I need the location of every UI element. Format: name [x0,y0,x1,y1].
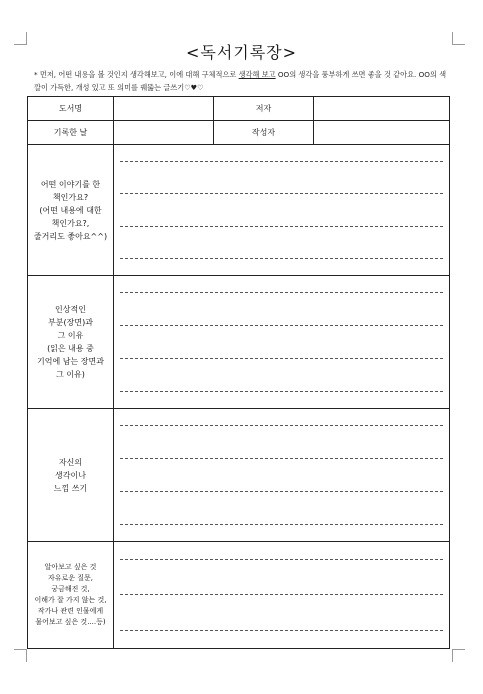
writing-area-questions[interactable] [114,542,450,649]
ruled-line [120,226,443,227]
section-label-text [28,562,113,628]
section-label-impression [28,276,114,409]
ruled-line [120,524,443,525]
section-label-text [28,303,113,381]
section-row-questions [28,542,450,649]
label-line: 부분(장면)과 [48,318,93,327]
author-cell[interactable] [314,97,450,121]
ruled-lines [114,145,449,275]
instruction-underlined: 생각해 보고 [238,70,276,79]
ruled-line [120,458,443,459]
ruled-lines [114,276,449,408]
instruction-part-2: OO의 생각을 풍부하게 쓰면 좋을 것 같아요. OO의 색깔이 가득한, 개성 있고 또 의미를 꿰뚫는 글쓰기♡♥♡ [34,70,447,92]
label-line: 자신의 [58,457,83,467]
section-label-text [28,178,113,243]
section-row-impression [28,276,450,409]
ruled-line [120,193,443,194]
label-line: (읽은 내용 중 [47,344,94,353]
ruled-lines [114,409,449,541]
label-line: 그 이유 [57,331,84,340]
writing-area-impression[interactable] [114,276,450,409]
section-row-thoughts [28,409,450,542]
ruled-line [120,630,443,631]
label-line: 작가나 관련 인물에게 [37,607,104,615]
ruled-line [120,491,443,492]
writing-area-summary[interactable] [114,145,450,276]
date-cell[interactable] [114,121,214,145]
label-line: 알아보고 싶은 것 [44,563,97,571]
author-label: 저자 [214,97,314,121]
ruled-line [120,559,443,560]
label-line: 궁금해진 것, [51,585,90,593]
ruled-line [120,258,443,259]
writer-cell[interactable] [314,121,450,145]
row-record-info [28,121,450,145]
ruled-line [120,594,443,595]
label-line: 어떤 이야기를 한 [40,179,101,189]
ruled-line [120,325,443,326]
ruled-line [120,425,443,426]
ruled-line [120,161,443,162]
section-label-thoughts [28,409,114,542]
label-line: 물어보고 싶은 것....등) [35,618,106,626]
label-line: 그 이유) [56,370,85,379]
reading-record-table [27,96,450,649]
section-label-summary [28,145,114,276]
writer-label: 작성자 [214,121,314,145]
instruction-text [34,68,452,94]
label-line: 인상적인 [55,305,86,314]
ruled-line [120,391,443,392]
label-line: (어떤 내용에 대한 [39,205,102,215]
book-title-label: 도서명 [28,97,114,121]
ruled-lines [114,542,449,648]
book-title-cell[interactable] [114,97,214,121]
crop-mark-bottom-left [14,649,27,662]
label-line: 자유로운 질문, [47,574,94,582]
section-label-text [28,456,113,495]
label-line: 책인가요? [52,192,89,202]
label-line: 생각이나 [55,470,86,480]
instruction-part-1: * 먼저, 어떤 내용을 볼 것인지 생각해보고, 이에 대해 구체적으로 [34,70,239,79]
section-row-summary [28,145,450,276]
label-line: 기억에 남는 장면과 [37,357,104,366]
ruled-line [120,358,443,359]
writing-area-thoughts[interactable] [114,409,450,542]
section-label-questions [28,542,114,649]
label-line: 이해가 잘 가지 않는 것, [34,596,107,604]
page-title: <독서기록장> [185,43,298,62]
label-line: 책인가요?, [51,218,90,228]
date-label: 기록한 날 [28,121,114,145]
label-line: 느낌 쓰기 [53,483,88,493]
label-line: 줄거리도 좋아요^^) [33,231,108,241]
row-book-info [28,97,450,121]
ruled-line [120,292,443,293]
crop-mark-bottom-right [452,649,465,662]
